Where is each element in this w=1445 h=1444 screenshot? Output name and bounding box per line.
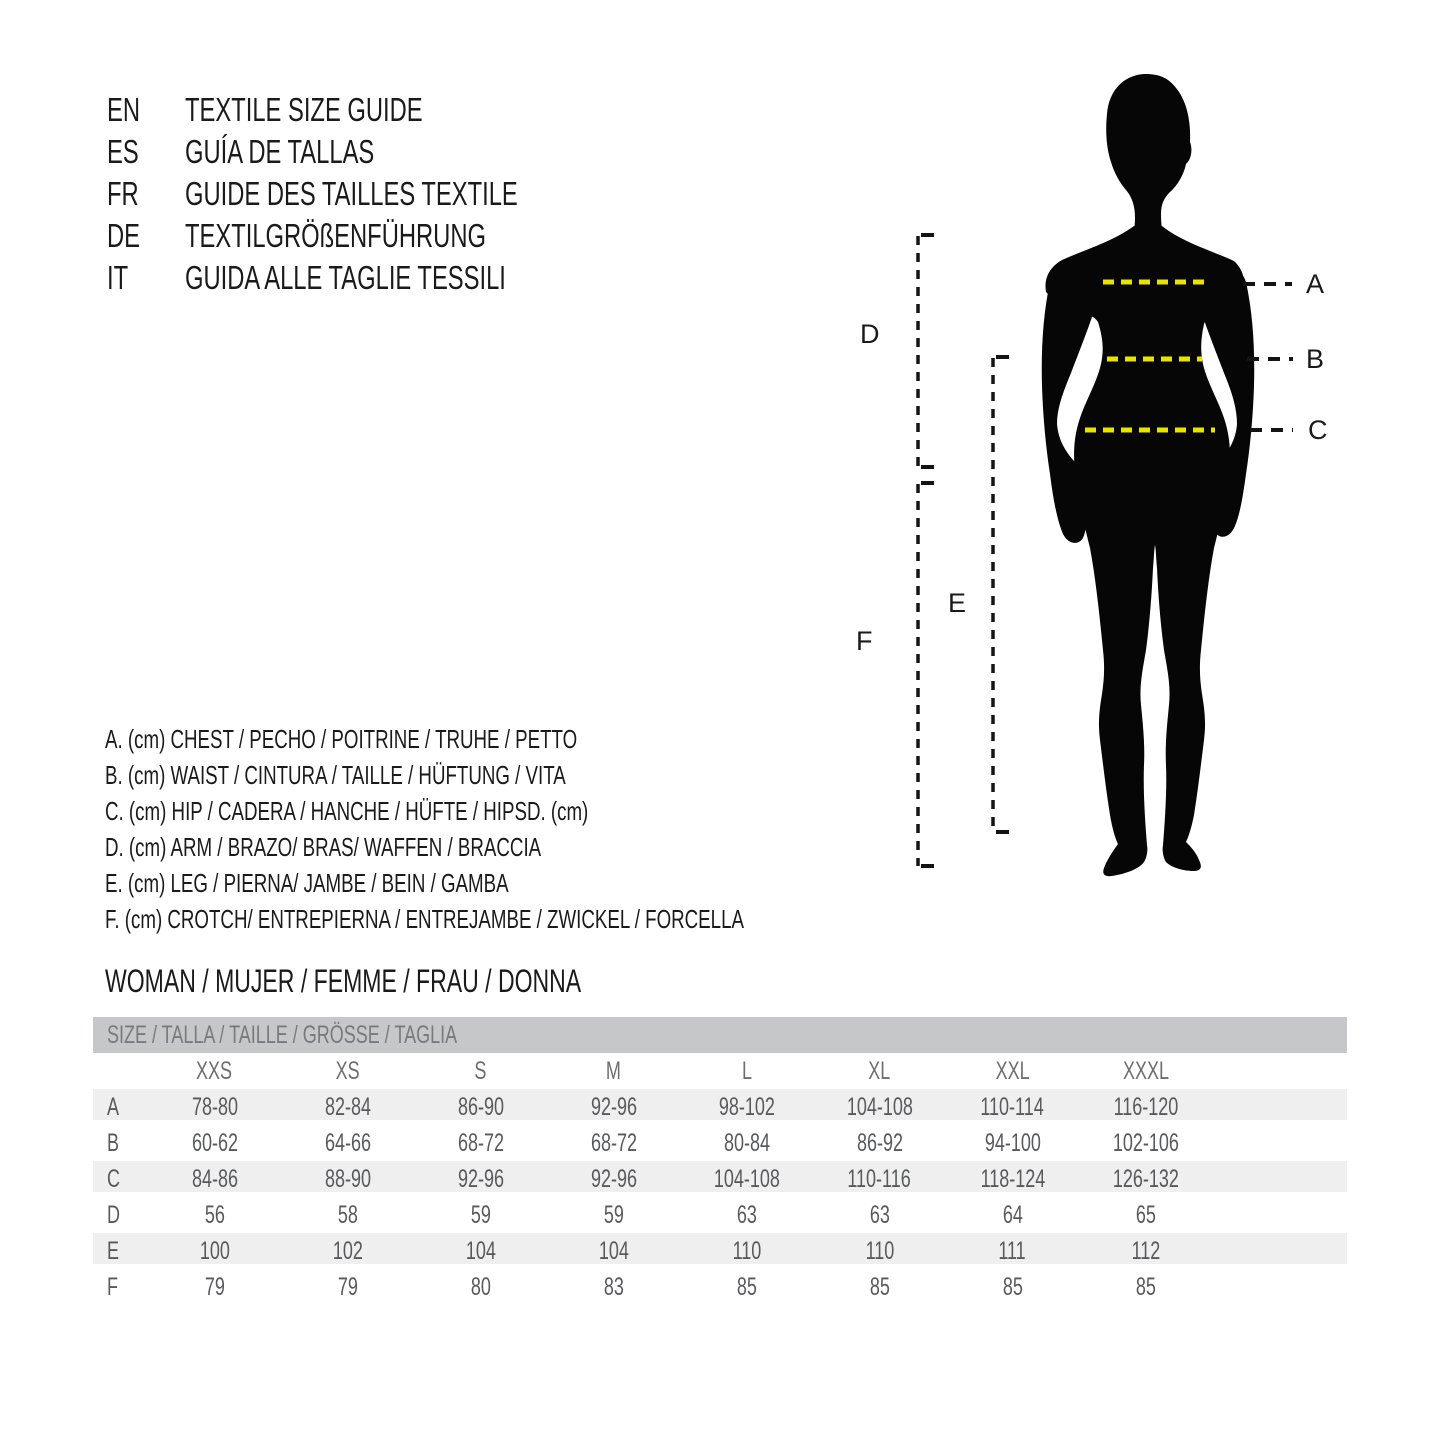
size-value-cell xyxy=(414,1273,547,1302)
row-label xyxy=(93,1237,148,1266)
size-value-cell-text: 85 xyxy=(869,1272,890,1301)
size-value-cell xyxy=(148,1129,281,1158)
row-label xyxy=(93,1129,148,1158)
size-value-cell xyxy=(680,1273,813,1302)
size-value-cell xyxy=(680,1093,813,1122)
size-value-cell-text: 110 xyxy=(732,1236,761,1265)
section-title-text: WOMAN / MUJER / FEMME / FRAU / DONNA xyxy=(105,963,582,999)
size-value-cell xyxy=(813,1237,946,1266)
size-column-header xyxy=(148,1057,281,1086)
measurement-legend xyxy=(105,721,992,937)
size-value-cell-text: 110 xyxy=(865,1236,894,1265)
language-title-text: GUIDA ALLE TAGLIE TESSILI xyxy=(185,259,506,296)
size-value-cell-text: 94-100 xyxy=(984,1128,1041,1157)
language-title-text: GUÍA DE TALLAS xyxy=(185,133,375,170)
size-value-cell-text: 63 xyxy=(736,1200,757,1229)
size-column-header-text: M xyxy=(605,1056,621,1085)
size-value-cell-text: 83 xyxy=(603,1272,624,1301)
legend-line xyxy=(105,721,992,757)
size-value-cell xyxy=(680,1129,813,1158)
size-value-cell-text: 100 xyxy=(199,1236,230,1265)
size-value-cell xyxy=(1079,1201,1212,1230)
row-label-text: E xyxy=(107,1236,120,1265)
size-value-cell-text: 112 xyxy=(1131,1236,1160,1265)
table-row xyxy=(93,1197,1347,1233)
size-value-cell xyxy=(414,1129,547,1158)
language-row xyxy=(107,257,647,299)
table-row xyxy=(93,1125,1347,1161)
size-value-cell xyxy=(813,1273,946,1302)
size-table xyxy=(93,1017,1347,1305)
row-label xyxy=(93,1093,148,1122)
size-value-cell-text: 58 xyxy=(337,1200,358,1229)
size-value-cell xyxy=(414,1165,547,1194)
size-value-cell-text: 110-114 xyxy=(980,1092,1045,1121)
language-title xyxy=(185,133,448,171)
size-column-header-text: XXXL xyxy=(1122,1056,1169,1085)
hip-label: C xyxy=(1308,415,1328,445)
language-code-text: ES xyxy=(107,133,139,170)
size-column-header-text: L xyxy=(741,1056,752,1085)
size-value-cell xyxy=(680,1165,813,1194)
crotch-label: F xyxy=(856,626,873,656)
language-code-text: FR xyxy=(107,175,139,212)
size-value-cell-text: 116-120 xyxy=(1113,1092,1178,1121)
size-column-header xyxy=(1079,1057,1212,1086)
size-value-cell xyxy=(813,1165,946,1194)
size-value-cell-text: 63 xyxy=(869,1200,890,1229)
size-value-cell-text: 56 xyxy=(204,1200,225,1229)
size-value-cell-text: 59 xyxy=(470,1200,491,1229)
size-value-cell xyxy=(281,1165,414,1194)
size-column-header-text: XXS xyxy=(196,1056,233,1085)
size-value-cell-text: 82-84 xyxy=(324,1092,371,1121)
size-value-cell xyxy=(547,1237,680,1266)
section-title xyxy=(105,964,766,998)
legend-line xyxy=(105,757,992,793)
size-value-cell xyxy=(1079,1237,1212,1266)
size-value-cell-text: 126-132 xyxy=(1112,1164,1179,1193)
row-label-text: C xyxy=(107,1164,121,1193)
size-value-cell xyxy=(946,1201,1079,1230)
size-value-cell xyxy=(946,1093,1079,1122)
size-value-cell xyxy=(414,1237,547,1266)
size-value-cell-text: 59 xyxy=(603,1200,624,1229)
size-value-cell xyxy=(547,1093,680,1122)
size-column-header xyxy=(547,1057,680,1086)
row-label xyxy=(93,1201,148,1230)
size-column-header-text: S xyxy=(474,1056,487,1085)
size-value-cell-text: 86-90 xyxy=(457,1092,504,1121)
language-row xyxy=(107,173,647,215)
size-value-cell xyxy=(547,1273,680,1302)
language-title xyxy=(185,91,515,129)
size-table-sizes-row xyxy=(93,1053,1347,1089)
size-value-cell-text: 68-72 xyxy=(590,1128,637,1157)
language-title xyxy=(185,217,603,255)
size-value-cell-text: 88-90 xyxy=(324,1164,371,1193)
language-code xyxy=(107,91,185,129)
size-value-cell-text: 92-96 xyxy=(457,1164,504,1193)
size-value-cell xyxy=(148,1165,281,1194)
language-code xyxy=(107,133,185,171)
size-value-cell-text: 64 xyxy=(1002,1200,1023,1229)
size-value-cell xyxy=(813,1129,946,1158)
size-value-cell-text: 65 xyxy=(1135,1200,1156,1229)
size-value-cell xyxy=(281,1201,414,1230)
legend-line xyxy=(105,793,992,829)
size-value-cell-text: 64-66 xyxy=(324,1128,371,1157)
size-value-cell xyxy=(946,1165,1079,1194)
size-value-cell-text: 104-108 xyxy=(846,1092,913,1121)
row-label-text: B xyxy=(107,1128,120,1157)
size-table-body xyxy=(93,1089,1347,1305)
legend-line-text: C. (cm) HIP / CADERA / HANCHE / HÜFTE / HIPSD. (cm) xyxy=(105,795,589,826)
legend-line-text: A. (cm) CHEST / PECHO / POITRINE / TRUHE / PETTO xyxy=(105,723,578,754)
language-row xyxy=(107,215,647,257)
row-label-text: A xyxy=(107,1092,120,1121)
table-row xyxy=(93,1269,1347,1305)
size-value-cell-text: 92-96 xyxy=(590,1092,637,1121)
size-value-cell-text: 68-72 xyxy=(457,1128,504,1157)
size-value-cell xyxy=(148,1201,281,1230)
size-table-header-text: SIZE / TALLA / TAILLE / GRÖSSE / TAGLIA xyxy=(107,1021,458,1049)
size-value-cell-text: 118-124 xyxy=(980,1164,1045,1193)
size-value-cell-text: 78-80 xyxy=(191,1092,238,1121)
size-column-header xyxy=(281,1057,414,1086)
language-title xyxy=(185,175,647,213)
size-value-cell-text: 79 xyxy=(204,1272,225,1301)
language-title-text: TEXTILGRÖßENFÜHRUNG xyxy=(185,217,486,254)
size-column-header-text: XL xyxy=(868,1056,891,1085)
size-value-cell-text: 60-62 xyxy=(191,1128,238,1157)
size-value-cell-text: 80-84 xyxy=(723,1128,770,1157)
size-value-cell xyxy=(1079,1165,1212,1194)
size-value-cell-text: 85 xyxy=(736,1272,757,1301)
size-value-cell xyxy=(414,1201,547,1230)
language-block xyxy=(107,89,647,299)
legend-line-text: B. (cm) WAIST / CINTURA / TAILLE / HÜFTUNG / VITA xyxy=(105,759,566,790)
table-row xyxy=(93,1161,1347,1197)
size-column-header xyxy=(680,1057,813,1086)
size-value-cell xyxy=(946,1273,1079,1302)
legend-line-text: E. (cm) LEG / PIERNA/ JAMBE / BEIN / GAMBA xyxy=(105,867,509,898)
size-value-cell-text: 85 xyxy=(1135,1272,1156,1301)
legend-line-text: D. (cm) ARM / BRAZO/ BRAS/ WAFFEN / BRACCIA xyxy=(105,831,542,862)
size-value-cell-text: 98-102 xyxy=(718,1092,775,1121)
size-value-cell xyxy=(547,1165,680,1194)
language-title-text: GUIDE DES TAILLES TEXTILE xyxy=(185,175,518,212)
row-label xyxy=(93,1273,148,1302)
size-column-header-text: XS xyxy=(335,1056,360,1085)
size-value-cell-text: 85 xyxy=(1002,1272,1023,1301)
size-value-cell xyxy=(680,1201,813,1230)
language-row xyxy=(107,131,647,173)
language-row xyxy=(107,89,647,131)
language-code-text: EN xyxy=(107,91,141,128)
language-code xyxy=(107,217,185,255)
size-value-cell xyxy=(813,1201,946,1230)
leg-label: E xyxy=(948,588,967,618)
chest-label: A xyxy=(1306,269,1325,299)
row-label xyxy=(93,1165,148,1194)
size-table-header xyxy=(93,1017,1347,1053)
size-value-cell xyxy=(281,1093,414,1122)
size-value-cell-text: 80 xyxy=(470,1272,491,1301)
size-value-cell-text: 111 xyxy=(998,1236,1027,1265)
waist-label: B xyxy=(1306,344,1325,374)
size-value-cell xyxy=(680,1237,813,1266)
size-value-cell xyxy=(414,1093,547,1122)
arm-label: D xyxy=(860,319,880,349)
woman-silhouette-head xyxy=(1106,74,1191,248)
size-value-cell-text: 84-86 xyxy=(191,1164,238,1193)
size-value-cell xyxy=(281,1237,414,1266)
size-value-cell xyxy=(1079,1093,1212,1122)
language-code-text: DE xyxy=(107,217,141,254)
size-value-cell-text: 102-106 xyxy=(1112,1128,1179,1157)
language-title xyxy=(185,259,631,297)
row-label-text: F xyxy=(107,1272,119,1301)
size-column-header xyxy=(946,1057,1079,1086)
size-value-cell xyxy=(1079,1273,1212,1302)
size-value-cell xyxy=(148,1273,281,1302)
size-value-cell xyxy=(1079,1129,1212,1158)
size-value-cell xyxy=(547,1129,680,1158)
legend-line xyxy=(105,865,992,901)
legend-line-text: F. (cm) CROTCH/ ENTREPIERNA / ENTREJAMBE / ZWICKEL / FORCELLA xyxy=(105,903,744,934)
size-column-header xyxy=(813,1057,946,1086)
language-code xyxy=(107,175,185,213)
size-value-cell xyxy=(813,1093,946,1122)
size-value-cell xyxy=(281,1129,414,1158)
size-value-cell xyxy=(148,1093,281,1122)
size-value-cell-text: 86-92 xyxy=(856,1128,903,1157)
table-row xyxy=(93,1089,1347,1125)
size-value-cell-text: 104-108 xyxy=(713,1164,780,1193)
legend-line xyxy=(105,829,992,865)
table-row xyxy=(93,1233,1347,1269)
size-value-cell-text: 104 xyxy=(465,1236,496,1265)
size-value-cell xyxy=(946,1129,1079,1158)
size-value-cell-text: 79 xyxy=(337,1272,358,1301)
row-label-text: D xyxy=(107,1200,121,1229)
size-value-cell-text: 102 xyxy=(332,1236,363,1265)
size-value-cell-text: 110-116 xyxy=(847,1164,912,1193)
size-column-header xyxy=(414,1057,547,1086)
size-value-cell-text: 92-96 xyxy=(590,1164,637,1193)
size-value-cell-text: 104 xyxy=(598,1236,629,1265)
language-code xyxy=(107,259,185,297)
size-column-header-text: XXL xyxy=(995,1056,1030,1085)
language-code-text: IT xyxy=(107,259,129,296)
size-value-cell xyxy=(946,1237,1079,1266)
size-value-cell xyxy=(281,1273,414,1302)
language-title-text: TEXTILE SIZE GUIDE xyxy=(185,91,423,128)
size-value-cell xyxy=(148,1237,281,1266)
size-value-cell xyxy=(547,1201,680,1230)
legend-line xyxy=(105,901,992,937)
